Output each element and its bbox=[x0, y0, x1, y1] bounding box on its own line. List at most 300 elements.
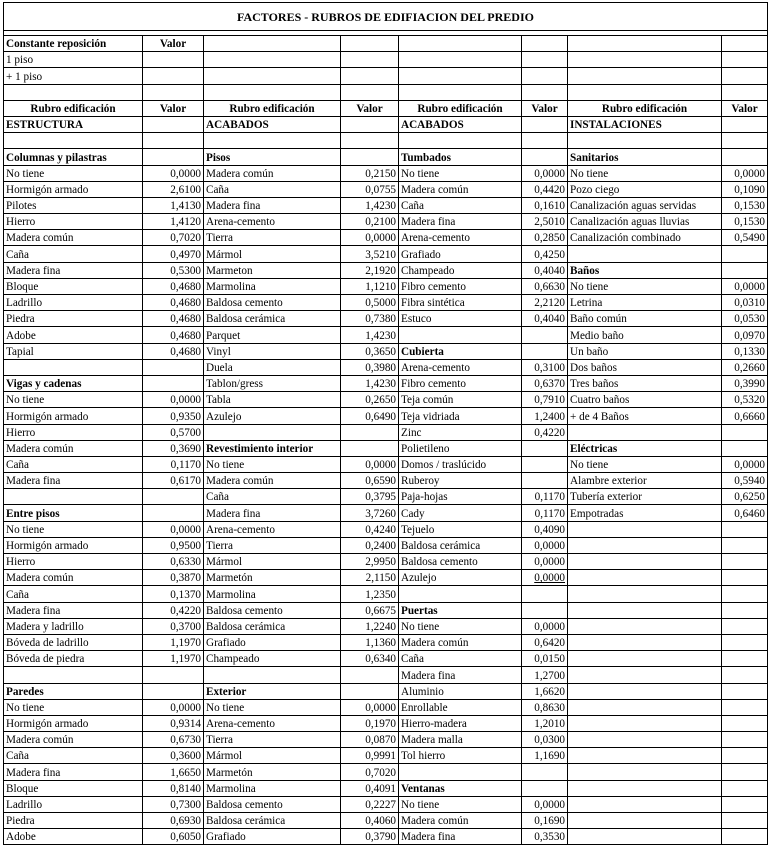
rubro-label: Madera fina bbox=[4, 262, 143, 278]
factor-value: 0,0000 bbox=[522, 570, 568, 586]
table-row bbox=[4, 359, 768, 375]
rubro-label: Medio baño bbox=[568, 327, 722, 343]
factor-value: 0,6050 bbox=[143, 829, 204, 845]
rubro-label: Baldosa cemento bbox=[399, 554, 522, 570]
rubro-label: Mármol bbox=[204, 748, 341, 764]
rubro-label: Arena-cemento bbox=[204, 715, 341, 731]
factor-value: 1,4230 bbox=[341, 197, 399, 213]
empty-cell bbox=[522, 473, 568, 489]
rubro-label: No tiene bbox=[4, 165, 143, 181]
factor-value: 0,0000 bbox=[722, 456, 768, 472]
factor-value: 1,4230 bbox=[341, 375, 399, 391]
table-row bbox=[4, 829, 768, 845]
rubro-label: No tiene bbox=[568, 165, 722, 181]
empty-cell bbox=[722, 440, 768, 456]
table-row bbox=[4, 327, 768, 343]
table-row bbox=[4, 780, 768, 796]
empty-cell bbox=[204, 424, 341, 440]
table-row bbox=[4, 392, 768, 408]
factor-value: 0,4680 bbox=[143, 311, 204, 327]
rubro-label: Marmolina bbox=[204, 278, 341, 294]
empty-cell bbox=[722, 699, 768, 715]
rubro-label: Canalización aguas lluvias bbox=[568, 214, 722, 230]
table-row bbox=[4, 133, 768, 149]
table-row bbox=[4, 796, 768, 812]
empty-cell bbox=[722, 116, 768, 132]
table-row bbox=[4, 197, 768, 213]
factor-value: 0,3700 bbox=[143, 618, 204, 634]
factor-value: 0,7910 bbox=[522, 392, 568, 408]
factor-value: 1,4120 bbox=[143, 214, 204, 230]
empty-cell bbox=[4, 667, 143, 683]
rubro-label: Tres baños bbox=[568, 375, 722, 391]
rubro-label: Fibro cemento bbox=[399, 278, 522, 294]
rubro-label: Grafiado bbox=[204, 634, 341, 650]
factor-value: 1,2240 bbox=[341, 618, 399, 634]
empty-cell bbox=[568, 424, 722, 440]
empty-cell bbox=[399, 133, 522, 149]
constante-value bbox=[143, 52, 204, 68]
rubro-label: Madera fina bbox=[399, 214, 522, 230]
rubro-label: Caña bbox=[4, 748, 143, 764]
rubro-label: Hormigón armado bbox=[4, 537, 143, 553]
factor-value: 0,9314 bbox=[143, 715, 204, 731]
factor-value: 0,1170 bbox=[143, 456, 204, 472]
group-header: ACABADOS bbox=[204, 116, 341, 132]
rubro-label: Hormigón armado bbox=[4, 181, 143, 197]
constante-row bbox=[4, 68, 768, 84]
factor-value: 0,2227 bbox=[341, 796, 399, 812]
factor-value: 0,6730 bbox=[143, 732, 204, 748]
rubro-label: Bloque bbox=[4, 278, 143, 294]
empty-cell bbox=[522, 133, 568, 149]
factor-value: 0,5490 bbox=[722, 230, 768, 246]
empty-cell bbox=[568, 36, 722, 52]
table-row bbox=[4, 554, 768, 570]
rubro-label: Estuco bbox=[399, 311, 522, 327]
factor-value: 0,0000 bbox=[522, 165, 568, 181]
table-row bbox=[4, 375, 768, 391]
rubro-label: Baño común bbox=[568, 311, 722, 327]
factor-value: 0,4420 bbox=[522, 181, 568, 197]
table-row bbox=[4, 295, 768, 311]
rubro-header: Rubro edificación bbox=[204, 100, 341, 116]
constante-label: 1 piso bbox=[4, 52, 143, 68]
factor-value: 2,2120 bbox=[522, 295, 568, 311]
rubro-label: Madera fina bbox=[204, 197, 341, 213]
rubro-label: No tiene bbox=[399, 618, 522, 634]
empty-cell bbox=[522, 327, 568, 343]
empty-cell bbox=[722, 570, 768, 586]
table-row bbox=[4, 230, 768, 246]
empty-cell bbox=[722, 133, 768, 149]
empty-cell bbox=[4, 84, 143, 100]
table-row bbox=[4, 408, 768, 424]
rubro-label: Tierra bbox=[204, 230, 341, 246]
section-header: Columnas y pilastras bbox=[4, 149, 143, 165]
rubro-label: Aluminio bbox=[399, 683, 522, 699]
rubro-label: Madera fina bbox=[4, 473, 143, 489]
factor-value: 0,3690 bbox=[143, 440, 204, 456]
rubro-label: Bóveda de ladrillo bbox=[4, 634, 143, 650]
section-header: Pisos bbox=[204, 149, 341, 165]
empty-cell bbox=[204, 84, 341, 100]
constante-row bbox=[4, 52, 768, 68]
empty-cell bbox=[568, 52, 722, 68]
factor-value: 0,6170 bbox=[143, 473, 204, 489]
empty-cell bbox=[399, 586, 522, 602]
empty-cell bbox=[522, 68, 568, 84]
factor-value: 0,3870 bbox=[143, 570, 204, 586]
empty-cell bbox=[722, 84, 768, 100]
rubro-label: Arena-cemento bbox=[204, 521, 341, 537]
factor-value: 0,8140 bbox=[143, 780, 204, 796]
table-row bbox=[4, 732, 768, 748]
rubro-label: Caña bbox=[399, 197, 522, 213]
empty-cell bbox=[341, 683, 399, 699]
table-row bbox=[4, 748, 768, 764]
rubro-label: Mármol bbox=[204, 554, 341, 570]
empty-cell bbox=[341, 149, 399, 165]
empty-cell bbox=[341, 440, 399, 456]
factor-value: 1,2400 bbox=[522, 408, 568, 424]
factor-value: 0,1170 bbox=[522, 505, 568, 521]
rubro-label: Canalización combinado bbox=[568, 230, 722, 246]
empty-cell bbox=[204, 36, 341, 52]
empty-cell bbox=[522, 36, 568, 52]
group-header: INSTALACIONES bbox=[568, 116, 722, 132]
empty-cell bbox=[568, 748, 722, 764]
factor-value: 0,9991 bbox=[341, 748, 399, 764]
empty-cell bbox=[522, 764, 568, 780]
empty-cell bbox=[399, 84, 522, 100]
factor-value: 0,2660 bbox=[722, 359, 768, 375]
factor-value: 2,9950 bbox=[341, 554, 399, 570]
section-header: Baños bbox=[568, 262, 722, 278]
rubro-label: Marmetón bbox=[204, 570, 341, 586]
factor-value: 0,4060 bbox=[341, 813, 399, 829]
factor-value: 0,0000 bbox=[143, 165, 204, 181]
table-row bbox=[4, 246, 768, 262]
rubro-label: Ladrillo bbox=[4, 796, 143, 812]
empty-cell bbox=[143, 683, 204, 699]
factor-value: 0,0000 bbox=[722, 278, 768, 294]
rubro-label: Champeado bbox=[399, 262, 522, 278]
factor-value: 1,1210 bbox=[341, 278, 399, 294]
constante-header-row bbox=[4, 36, 768, 52]
rubro-label: Hierro bbox=[4, 554, 143, 570]
empty-cell bbox=[522, 343, 568, 359]
empty-cell bbox=[143, 375, 204, 391]
factor-value: 0,0755 bbox=[341, 181, 399, 197]
empty-cell bbox=[399, 68, 522, 84]
table-title: FACTORES - RUBROS DE EDIFIACION DEL PREDIO bbox=[4, 3, 768, 31]
factores-table bbox=[3, 2, 768, 845]
section-header: Tumbados bbox=[399, 149, 522, 165]
rubro-label: Madera común bbox=[4, 440, 143, 456]
factor-value: 0,1970 bbox=[341, 715, 399, 731]
constante-value bbox=[143, 68, 204, 84]
rubro-label: Caña bbox=[204, 489, 341, 505]
factor-value: 2,1920 bbox=[341, 262, 399, 278]
rubro-label: Piedra bbox=[4, 311, 143, 327]
rubro-label: No tiene bbox=[568, 278, 722, 294]
empty-cell bbox=[341, 36, 399, 52]
rubro-label: Cuatro baños bbox=[568, 392, 722, 408]
rubro-label: Alambre exterior bbox=[568, 473, 722, 489]
rubro-label: Domos / traslúcido bbox=[399, 456, 522, 472]
factor-value: 0,4680 bbox=[143, 295, 204, 311]
empty-cell bbox=[568, 699, 722, 715]
empty-cell bbox=[722, 732, 768, 748]
section-header: Exterior bbox=[204, 683, 341, 699]
rubro-header: Rubro edificación bbox=[399, 100, 522, 116]
rubro-label: Baldosa cerámica bbox=[204, 618, 341, 634]
rubro-label: Tejuelo bbox=[399, 521, 522, 537]
table-row bbox=[4, 489, 768, 505]
factor-value: 0,3100 bbox=[522, 359, 568, 375]
empty-cell bbox=[522, 84, 568, 100]
factor-value: 0,1330 bbox=[722, 343, 768, 359]
factor-value: 0,6340 bbox=[341, 651, 399, 667]
factor-value: 0,3990 bbox=[722, 375, 768, 391]
rubro-label: Madera fina bbox=[399, 667, 522, 683]
empty-cell bbox=[399, 327, 522, 343]
factor-value: 0,6250 bbox=[722, 489, 768, 505]
empty-cell bbox=[143, 84, 204, 100]
rubro-label: Adobe bbox=[4, 327, 143, 343]
empty-cell bbox=[722, 813, 768, 829]
factor-value: 0,4220 bbox=[522, 424, 568, 440]
empty-cell bbox=[143, 359, 204, 375]
empty-cell bbox=[722, 246, 768, 262]
empty-cell bbox=[722, 715, 768, 731]
valor-header: Valor bbox=[341, 100, 399, 116]
rubro-label: Champeado bbox=[204, 651, 341, 667]
valor-header: Valor bbox=[522, 100, 568, 116]
empty-cell bbox=[568, 537, 722, 553]
factor-value: 0,0000 bbox=[722, 165, 768, 181]
table-row bbox=[4, 456, 768, 472]
empty-cell bbox=[568, 586, 722, 602]
group-header: ACABADOS bbox=[399, 116, 522, 132]
empty-cell bbox=[4, 359, 143, 375]
factor-value: 0,0000 bbox=[143, 521, 204, 537]
rubro-label: Madera común bbox=[4, 732, 143, 748]
factor-value: 0,7300 bbox=[143, 796, 204, 812]
empty-cell bbox=[568, 732, 722, 748]
table-row bbox=[4, 813, 768, 829]
factor-value: 0,5320 bbox=[722, 392, 768, 408]
factor-value: 0,1090 bbox=[722, 181, 768, 197]
rubro-label: Baldosa cemento bbox=[204, 295, 341, 311]
rubro-label: Fibro cemento bbox=[399, 375, 522, 391]
rubro-label: Mármol bbox=[204, 246, 341, 262]
rubro-label: Caña bbox=[4, 246, 143, 262]
factor-value: 0,4040 bbox=[522, 262, 568, 278]
rubro-label: Ruberoy bbox=[399, 473, 522, 489]
factor-value: 0,6660 bbox=[722, 408, 768, 424]
table-row bbox=[4, 149, 768, 165]
rubro-label: Bóveda de piedra bbox=[4, 651, 143, 667]
factor-value: 0,5300 bbox=[143, 262, 204, 278]
empty-cell bbox=[341, 84, 399, 100]
table-row bbox=[4, 667, 768, 683]
empty-cell bbox=[568, 133, 722, 149]
rubro-label: + de 4 Baños bbox=[568, 408, 722, 424]
section-header: Entre pisos bbox=[4, 505, 143, 521]
empty-cell bbox=[341, 52, 399, 68]
factor-value: 0,1530 bbox=[722, 197, 768, 213]
empty-cell bbox=[568, 634, 722, 650]
rubro-label: Tubería exterior bbox=[568, 489, 722, 505]
rubro-label: No tiene bbox=[4, 699, 143, 715]
empty-cell bbox=[399, 36, 522, 52]
column-header-row bbox=[4, 100, 768, 116]
factor-value: 0,0300 bbox=[522, 732, 568, 748]
rubro-label: Caña bbox=[204, 181, 341, 197]
factor-value: 1,6620 bbox=[522, 683, 568, 699]
valor-header: Valor bbox=[722, 100, 768, 116]
section-header: Cubierta bbox=[399, 343, 522, 359]
constante-label: + 1 piso bbox=[4, 68, 143, 84]
rubro-label: No tiene bbox=[4, 521, 143, 537]
table-row bbox=[4, 618, 768, 634]
rubro-label: Azulejo bbox=[399, 570, 522, 586]
rubro-label: Canalización aguas servidas bbox=[568, 197, 722, 213]
rubro-label: Tapial bbox=[4, 343, 143, 359]
factor-value: 0,4970 bbox=[143, 246, 204, 262]
valor-header: Valor bbox=[143, 100, 204, 116]
constante-header-valor: Valor bbox=[143, 36, 204, 52]
rubro-label: Teja vidriada bbox=[399, 408, 522, 424]
rubro-label: Tabla bbox=[204, 392, 341, 408]
factor-value: 0,3650 bbox=[341, 343, 399, 359]
rubro-label: Pilotes bbox=[4, 197, 143, 213]
rubro-label: Madera común bbox=[399, 634, 522, 650]
empty-cell bbox=[722, 634, 768, 650]
empty-cell bbox=[341, 667, 399, 683]
factor-value: 0,5940 bbox=[722, 473, 768, 489]
rubro-label: Madera común bbox=[204, 473, 341, 489]
rubro-label: Caña bbox=[4, 586, 143, 602]
factor-value: 0,2650 bbox=[341, 392, 399, 408]
table-row bbox=[4, 570, 768, 586]
factor-value: 1,2010 bbox=[522, 715, 568, 731]
empty-cell bbox=[399, 52, 522, 68]
group-header: ESTRUCTURA bbox=[4, 116, 143, 132]
rubro-label: Adobe bbox=[4, 829, 143, 845]
rubro-label: Arena-cemento bbox=[399, 230, 522, 246]
factor-value: 0,0000 bbox=[522, 796, 568, 812]
factor-value: 0,1530 bbox=[722, 214, 768, 230]
empty-cell bbox=[522, 149, 568, 165]
empty-cell bbox=[722, 424, 768, 440]
factor-value: 0,4240 bbox=[341, 521, 399, 537]
factor-value: 0,6370 bbox=[522, 375, 568, 391]
empty-cell bbox=[143, 116, 204, 132]
empty-cell bbox=[568, 651, 722, 667]
table-row bbox=[4, 473, 768, 489]
factor-value: 0,5700 bbox=[143, 424, 204, 440]
table-row bbox=[4, 165, 768, 181]
rubro-label: Empotradas bbox=[568, 505, 722, 521]
rubro-label: Baldosa cemento bbox=[204, 796, 341, 812]
table-row bbox=[4, 440, 768, 456]
rubro-label: Madera común bbox=[204, 165, 341, 181]
blank-row bbox=[4, 84, 768, 100]
rubro-label: No tiene bbox=[4, 392, 143, 408]
rubro-label: Enrollable bbox=[399, 699, 522, 715]
empty-cell bbox=[568, 618, 722, 634]
factor-value: 0,8630 bbox=[522, 699, 568, 715]
rubro-label: Marmeton bbox=[204, 262, 341, 278]
factor-value: 0,7020 bbox=[341, 764, 399, 780]
table-row bbox=[4, 278, 768, 294]
table-row bbox=[4, 699, 768, 715]
table-row bbox=[4, 521, 768, 537]
factor-value: 0,5000 bbox=[341, 295, 399, 311]
table-row bbox=[4, 311, 768, 327]
section-header: Puertas bbox=[399, 602, 522, 618]
empty-cell bbox=[341, 133, 399, 149]
rubro-label: Zinc bbox=[399, 424, 522, 440]
rubro-label: Madera fina bbox=[204, 505, 341, 521]
table-row bbox=[4, 715, 768, 731]
rubro-label: Hierro-madera bbox=[399, 715, 522, 731]
factor-value: 1,4130 bbox=[143, 197, 204, 213]
rubro-label: No tiene bbox=[204, 456, 341, 472]
factor-value: 0,0000 bbox=[522, 537, 568, 553]
rubro-header: Rubro edificación bbox=[568, 100, 722, 116]
empty-cell bbox=[722, 52, 768, 68]
factor-value: 0,6630 bbox=[522, 278, 568, 294]
rubro-label: Teja común bbox=[399, 392, 522, 408]
table-row bbox=[4, 651, 768, 667]
table-row bbox=[4, 505, 768, 521]
factor-value: 0,3790 bbox=[341, 829, 399, 845]
factor-value: 0,6675 bbox=[341, 602, 399, 618]
factor-value: 0,0150 bbox=[522, 651, 568, 667]
rubro-label: Hierro bbox=[4, 214, 143, 230]
rubro-label: Madera fina bbox=[4, 764, 143, 780]
empty-cell bbox=[722, 262, 768, 278]
empty-cell bbox=[722, 68, 768, 84]
empty-cell bbox=[568, 84, 722, 100]
table-row bbox=[4, 262, 768, 278]
rubro-label: Cady bbox=[399, 505, 522, 521]
factor-value: 0,6490 bbox=[341, 408, 399, 424]
section-header: Revestimiento interior bbox=[204, 440, 341, 456]
empty-cell bbox=[143, 489, 204, 505]
rubro-label: Tierra bbox=[204, 732, 341, 748]
group-header-row bbox=[4, 116, 768, 132]
factor-value: 0,0000 bbox=[522, 554, 568, 570]
empty-cell bbox=[722, 554, 768, 570]
factor-value: 0,0310 bbox=[722, 295, 768, 311]
rubro-label: No tiene bbox=[204, 699, 341, 715]
factor-value: 0,0000 bbox=[143, 392, 204, 408]
rubro-label: Baldosa cerámica bbox=[399, 537, 522, 553]
rubro-label: Paja-hojas bbox=[399, 489, 522, 505]
empty-cell bbox=[568, 667, 722, 683]
factor-value: 0,0970 bbox=[722, 327, 768, 343]
constante-header-label: Constante reposición bbox=[4, 36, 143, 52]
factor-value: 0,6460 bbox=[722, 505, 768, 521]
factor-value: 1,6650 bbox=[143, 764, 204, 780]
rubro-label: Madera fina bbox=[399, 829, 522, 845]
factor-value: 0,6330 bbox=[143, 554, 204, 570]
